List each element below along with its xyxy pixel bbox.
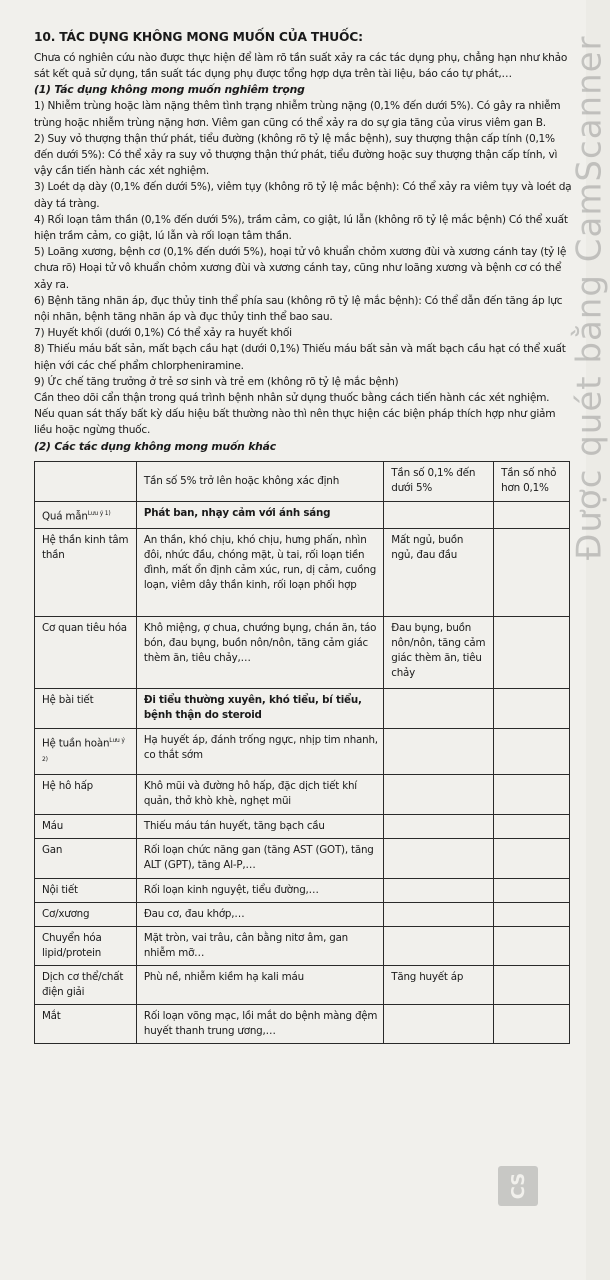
table-row [35, 774, 570, 814]
frequency-cell-freqlt [494, 529, 570, 617]
organ-system-label: Gan [42, 843, 63, 856]
frequency-cell-freq5: Khô miệng, ợ chua, chướng bụng, chán ăn, táo bón, đau bụng, buồn nôn/nôn, tăng cảm giác thèm ăn, tiêu chảy,… [136, 617, 383, 689]
organ-system-cell [35, 838, 137, 878]
frequency-cell-freq5: Rối loạn võng mạc, lồi mắt do bệnh màng đệm huyết thanh trung ương,… [136, 1004, 383, 1043]
organ-system-cell [35, 878, 137, 902]
organ-system-label: Cơ quan tiêu hóa [42, 622, 127, 635]
frequency-cell-freqlt [494, 965, 570, 1004]
organ-system-label: Nội tiết [42, 883, 78, 896]
frequency-cell-freq01: Đau bụng, buồn nôn/nôn, tăng cảm giác thèm ăn, tiêu chảy [384, 617, 494, 689]
serious-effect-item: 4) Rối loạn tâm thần (0,1% đến dưới 5%), trầm cảm, co giật, lú lẫn (không rõ tỷ lệ mắc bệnh) Có thể xuất hiện trầm cảm, co giật, lú lẫn và rối loạn tâm thần. [34, 213, 568, 243]
organ-system-label: Dịch cơ thể/chất điện giải [42, 970, 124, 998]
organ-system-label: Chuyển hóa lipid/protein [42, 931, 102, 959]
table-row [35, 878, 570, 902]
frequency-cell-freqlt [494, 689, 570, 729]
frequency-cell-freq01 [384, 501, 494, 528]
table-row [35, 902, 570, 926]
serious-effect-item: 8) Thiếu máu bất sản, mất bạch cầu hạt (dưới 0,1%) Thiếu máu bất sản và mất bạch cầu hạt có thể xuất hiện với các chế phẩm chlorpheniramine. [34, 343, 566, 372]
table-row [35, 814, 570, 838]
intro-paragraph: Chưa có nghiên cứu nào được thực hiện để làm rõ tần suất xảy ra các tác dụng phụ, chẳng hạn như khảo sát kết quả sử dụng, tần suất tác dụng phụ được tổng hợp dựa trên tài liệu, báo cáo tự phát,… [34, 52, 568, 81]
frequency-cell-freq5: Khô mũi và đường hô hấp, đặc dịch tiết khí quản, thở khò khè, nghẹt mũi [136, 774, 383, 814]
footnote-ref: Lưu ý 1) [87, 509, 111, 517]
frequency-cell-freq01 [384, 878, 494, 902]
table-row [35, 689, 570, 729]
serious-effect-item: 2) Suy vỏ thượng thận thứ phát, tiểu đường (không rõ tỷ lệ mắc bệnh), suy thượng thận cấp tính (0,1% đến dưới 5%): Có thể xảy ra suy vỏ thượng thận thứ phát, tiểu đường hoặc suy thượng thận cấp tính, vì vậy cần tiến hành các xét nghiệm. [34, 132, 558, 178]
organ-system-cell [35, 529, 137, 617]
frequency-cell-freqlt [494, 902, 570, 926]
frequency-cell-freqlt [494, 729, 570, 775]
organ-system-cell [35, 1004, 137, 1043]
frequency-cell-freqlt [494, 814, 570, 838]
table-row [35, 617, 570, 689]
organ-system-cell [35, 902, 137, 926]
organ-system-cell [35, 729, 137, 775]
camscanner-logo: CS [498, 1166, 538, 1206]
frequency-cell-freq01 [384, 774, 494, 814]
frequency-cell-freq01: Mất ngủ, buồn ngủ, đau đầu [384, 529, 494, 617]
organ-system-cell [35, 965, 137, 1004]
table-row [35, 729, 570, 775]
organ-system-label: Hệ bài tiết [42, 694, 94, 707]
header-cell: Tần số nhỏ hơn 0,1% [494, 461, 570, 501]
organ-system-label: Hệ thần kinh tâm thần [42, 534, 129, 562]
table-row [35, 501, 570, 528]
frequency-cell-freq5: Mặt tròn, vai trâu, cân bằng nitơ âm, gan nhiễm mỡ… [136, 926, 383, 965]
frequency-cell-freq01 [384, 838, 494, 878]
frequency-cell-freq01 [384, 689, 494, 729]
serious-effect-item: 6) Bệnh tăng nhãn áp, đục thủy tinh thể phía sau (không rõ tỷ lệ mắc bệnh): Có thể dẫn đến tăng áp lực nội nhãn, bệnh tăng nhãn áp và đục thủy tinh thể bao sau. [34, 294, 563, 324]
organ-system-cell [35, 774, 137, 814]
watermark-text: Được quét bằng CamScanner [570, 35, 610, 560]
other-effects-heading: (2) Các tác dụng không mong muốn khác [34, 439, 276, 453]
frequency-cell-freqlt [494, 774, 570, 814]
serious-effect-item: 7) Huyết khối (dưới 0,1%) Có thể xảy ra huyết khối [34, 327, 292, 340]
frequency-cell-freqlt [494, 1004, 570, 1043]
organ-system-cell [35, 617, 137, 689]
frequency-cell-freqlt [494, 617, 570, 689]
section-title: 10. TÁC DỤNG KHÔNG MONG MUỐN CỦA THUỐC: [34, 30, 363, 44]
organ-system-cell [35, 501, 137, 528]
frequency-cell-freq01 [384, 1004, 494, 1043]
header-cell: Tần số 5% trở lên hoặc không xác định [136, 461, 383, 501]
organ-system-label: Cơ/xương [42, 907, 90, 920]
frequency-cell-freq01: Tăng huyết áp [384, 965, 494, 1004]
organ-system-label: Máu [42, 819, 64, 832]
table-header-row [35, 461, 570, 501]
table-row [35, 529, 570, 617]
organ-system-cell [35, 689, 137, 729]
table-body [35, 501, 570, 1043]
frequency-cell-freq01 [384, 926, 494, 965]
organ-system-label: Mắt [42, 1009, 61, 1022]
organ-system-label: Quá mẫn [42, 510, 88, 523]
header-cell [35, 461, 137, 501]
frequency-cell-freq01 [384, 729, 494, 775]
frequency-cell-freq5: Thiếu máu tán huyết, tăng bạch cầu [136, 814, 383, 838]
frequency-cell-freq5: Rối loạn chức năng gan (tăng AST (GOT), tăng ALT (GPT), tăng Al-P,… [136, 838, 383, 878]
organ-system-label: Hệ tuần hoàn [42, 737, 110, 750]
serious-effects-list [34, 98, 572, 438]
frequency-cell-freq5: An thần, khó chịu, khó chịu, hưng phấn, nhìn đôi, nhức đầu, chóng mặt, ù tai, rối loạn tiền đình, mất ổn định cảm xúc, run, dị cảm, cuồng loạn, viêm dây thần kinh, rối loạn phối hợp [136, 529, 383, 617]
table-row [35, 965, 570, 1004]
footnote-ref: Lưu ý 2) [42, 737, 125, 763]
frequency-cell-freqlt [494, 878, 570, 902]
organ-system-cell [35, 926, 137, 965]
serious-effect-item: 5) Loãng xương, bệnh cơ (0,1% đến dưới 5%), hoại tử vô khuẩn chỏm xương đùi và xương cánh tay (tỷ lệ chưa rõ) Hoại tử vô khuẩn chỏm xương đùi và xương cánh tay, cũng như loãng xương và bệnh cơ có thể xảy ra. [34, 246, 567, 291]
frequency-cell-freq01 [384, 902, 494, 926]
header-cell: Tần số 0,1% đến dưới 5% [384, 461, 494, 501]
frequency-cell-freq5: Phát ban, nhạy cảm với ánh sáng [136, 501, 383, 528]
frequency-cell-freq5: Rối loạn kinh nguyệt, tiểu đường,… [136, 878, 383, 902]
frequency-cell-freqlt [494, 838, 570, 878]
serious-effect-item: 9) Ức chế tăng trưởng ở trẻ sơ sinh và trẻ em (không rõ tỷ lệ mắc bệnh) [34, 375, 399, 388]
adverse-effects-table [34, 461, 570, 1044]
table-row [35, 838, 570, 878]
frequency-cell-freq01 [384, 814, 494, 838]
serious-effects-heading: (1) Tác dụng không mong muốn nghiêm trọng [34, 83, 305, 97]
frequency-cell-freq5: Hạ huyết áp, đánh trống ngực, nhịp tim nhanh, co thắt sớm [136, 729, 383, 775]
frequency-cell-freqlt [494, 926, 570, 965]
serious-effect-item: Cần theo dõi cẩn thận trong quá trình bệnh nhân sử dụng thuốc bằng cách tiến hành các xét nghiệm. Nếu quan sát thấy bất kỳ dấu hiệu bất thường nào thì nên thực hiện các biện pháp thích hợp như giảm liều hoặc ngừng thuốc. [34, 392, 556, 437]
table-row [35, 1004, 570, 1043]
organ-system-label: Hệ hô hấp [42, 779, 94, 792]
frequency-cell-freq5: Đi tiểu thường xuyên, khó tiểu, bí tiểu, bệnh thận do steroid [136, 689, 383, 729]
serious-effect-item: 1) Nhiễm trùng hoặc làm nặng thêm tình trạng nhiễm trùng nặng (0,1% đến dưới 5%). Có gây ra nhiễm trùng hoặc nhiễm trùng nặng hơn. Viêm gan cũng có thể xảy ra do sự gia tăng của virus viêm gan B. [34, 100, 561, 129]
frequency-cell-freq5: Phù nề, nhiễm kiềm hạ kali máu [136, 965, 383, 1004]
serious-effect-item: 3) Loét dạ dày (0,1% đến dưới 5%), viêm tụy (không rõ tỷ lệ mắc bệnh): Có thể xảy ra viêm tụy và loét dạ dày tá tràng. [34, 181, 572, 210]
organ-system-cell [35, 814, 137, 838]
frequency-cell-freqlt [494, 501, 570, 528]
table-row [35, 926, 570, 965]
frequency-cell-freq5: Đau cơ, đau khớp,… [136, 902, 383, 926]
